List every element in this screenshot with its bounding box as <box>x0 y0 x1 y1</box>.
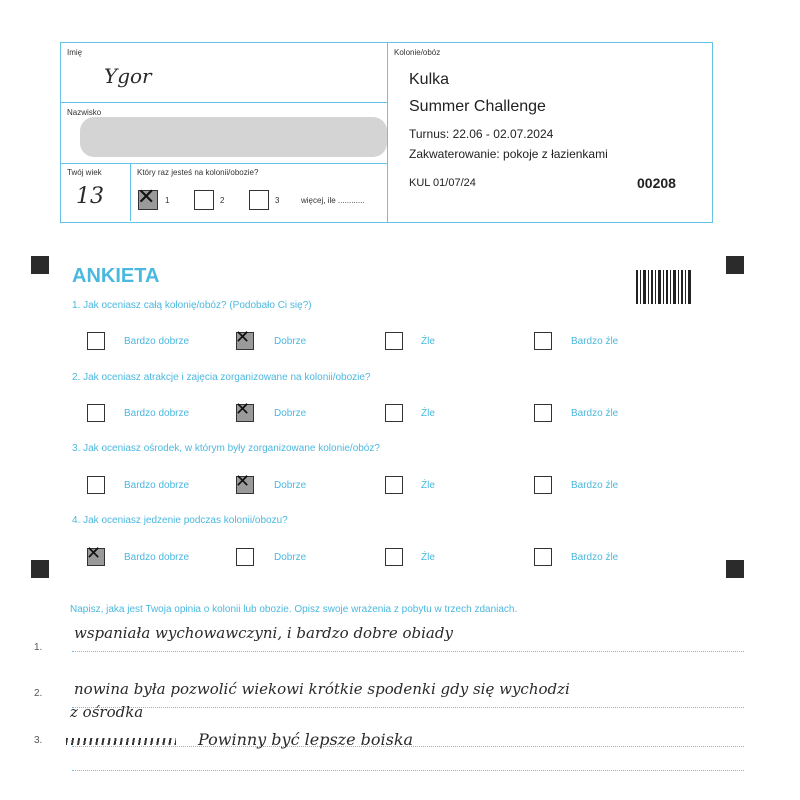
opinion-prompt: Napisz, jaka jest Twoja opinia o kolonii lub obozie. Opisz swoje wrażenia z pobytu w trzech zdaniach. <box>70 604 518 615</box>
question-1-option-4-checkbox[interactable] <box>534 332 552 350</box>
question-3-option-4-checkbox[interactable] <box>534 476 552 494</box>
question-1-option-2-checkbox[interactable] <box>235 327 254 350</box>
question-2-option-2-checkbox[interactable] <box>235 399 254 422</box>
check-mark-icon: ✕ <box>137 185 156 210</box>
question-2-option-4-checkbox[interactable] <box>534 404 552 422</box>
header-divider-2 <box>60 163 388 164</box>
registration-marker-top-right <box>726 256 744 274</box>
opinion-line-text: Powinny być lepsze boiska <box>198 730 414 749</box>
opinion-dotted-line <box>72 707 744 708</box>
question-1-option-3-label: Źle <box>421 336 435 347</box>
opinion-line-text: wspaniała wychowawczyni, i bardzo dobre obiady <box>74 624 453 642</box>
check-mark-icon: ✕ <box>235 399 251 420</box>
question-1-text: 1. Jak oceniasz całą kolonię/obóz? (Podobało Ci się?) <box>72 300 312 311</box>
name-value: Ygor <box>104 64 152 88</box>
camp-name-line2: Summer Challenge <box>409 98 546 115</box>
question-3-option-1-label: Bardzo dobrze <box>124 480 190 491</box>
question-4-option-3-label: Źle <box>421 552 435 563</box>
opinion-line-text: z ośrodka <box>70 703 144 721</box>
question-3-option-3-checkbox[interactable] <box>385 476 403 494</box>
camp-turnus: Turnus: 22.06 - 02.07.2024 <box>409 127 554 141</box>
age-label: Twój wiek <box>67 168 102 177</box>
camp-accommodation: Zakwaterowanie: pokoje z łazienkami <box>409 147 608 161</box>
check-mark-icon: ✕ <box>235 471 251 492</box>
form-number: 00208 <box>637 175 676 191</box>
barcode-icon <box>636 270 691 304</box>
question-1-option-3-checkbox[interactable] <box>385 332 403 350</box>
times-checkbox-1[interactable] <box>137 185 158 210</box>
times-label: Który raz jesteś na kolonii/obozie? <box>137 168 259 177</box>
header-divider-1 <box>60 102 388 103</box>
question-3-option-3-label: Źle <box>421 480 435 491</box>
times-more: więcej, ile ............ <box>301 196 365 205</box>
question-3-option-4-label: Bardzo źle <box>571 480 619 491</box>
question-3-option-2-checkbox[interactable] <box>235 471 254 494</box>
check-mark-icon: ✕ <box>235 327 251 348</box>
question-4-option-1-checkbox[interactable] <box>86 543 105 566</box>
question-3-text: 3. Jak oceniasz ośrodek, w którym były zorganizowane kolonie/obóz? <box>72 443 380 454</box>
survey-title: ANKIETA <box>72 265 160 287</box>
opinion-line-number: 1. <box>34 642 43 653</box>
header-divider-age <box>130 163 131 221</box>
question-4-option-2-label: Dobrze <box>274 552 307 563</box>
camp-name-line1: Kulka <box>409 71 450 88</box>
question-3-option-2-label: Dobrze <box>274 480 307 491</box>
times-checkbox-3[interactable] <box>249 190 269 210</box>
question-2-option-3-checkbox[interactable] <box>385 404 403 422</box>
name-label: Imię <box>67 48 83 57</box>
header-divider-vertical <box>387 42 388 222</box>
times-option-1: 1 <box>165 196 170 205</box>
surname-redacted <box>80 117 387 157</box>
question-4-option-1-label: Bardzo dobrze <box>124 552 190 563</box>
times-checkbox-2[interactable] <box>194 190 214 210</box>
question-4-text: 4. Jak oceniasz jedzenie podczas kolonii/obozu? <box>72 515 288 526</box>
question-2-option-1-checkbox[interactable] <box>87 404 105 422</box>
question-4-option-4-checkbox[interactable] <box>534 548 552 566</box>
camp-label: Kolonie/obóz <box>394 48 441 57</box>
check-mark-icon: ✕ <box>86 543 102 564</box>
registration-marker-top-left <box>31 256 49 274</box>
question-1-option-1-checkbox[interactable] <box>87 332 105 350</box>
opinion-line-number: 3. <box>34 735 43 746</box>
camp-code: KUL 01/07/24 <box>409 177 476 189</box>
question-3-option-1-checkbox[interactable] <box>87 476 105 494</box>
question-1-option-1-label: Bardzo dobrze <box>124 336 190 347</box>
crossed-out-scribble <box>66 738 176 745</box>
times-option-2: 2 <box>220 196 225 205</box>
times-option-3: 3 <box>275 196 280 205</box>
question-4-option-3-checkbox[interactable] <box>385 548 403 566</box>
age-value: 13 <box>76 184 104 209</box>
question-1-option-2-label: Dobrze <box>274 336 307 347</box>
opinion-dotted-line <box>72 770 744 771</box>
surname-label: Nazwisko <box>67 108 102 117</box>
opinion-dotted-line <box>72 651 744 652</box>
registration-marker-bottom-right <box>726 560 744 578</box>
question-2-text: 2. Jak oceniasz atrakcje i zajęcia zorganizowane na kolonii/obozie? <box>72 372 371 383</box>
question-1-option-4-label: Bardzo źle <box>571 336 619 347</box>
opinion-line-text: nowina była pozwolić wiekowi krótkie spodenki gdy się wychodzi <box>74 680 570 698</box>
question-2-option-1-label: Bardzo dobrze <box>124 408 190 419</box>
question-4-option-2-checkbox[interactable] <box>236 548 254 566</box>
question-2-option-4-label: Bardzo źle <box>571 408 619 419</box>
opinion-line-number: 2. <box>34 688 43 699</box>
question-2-option-2-label: Dobrze <box>274 408 307 419</box>
registration-marker-bottom-left <box>31 560 49 578</box>
question-2-option-3-label: Źle <box>421 408 435 419</box>
question-4-option-4-label: Bardzo źle <box>571 552 619 563</box>
